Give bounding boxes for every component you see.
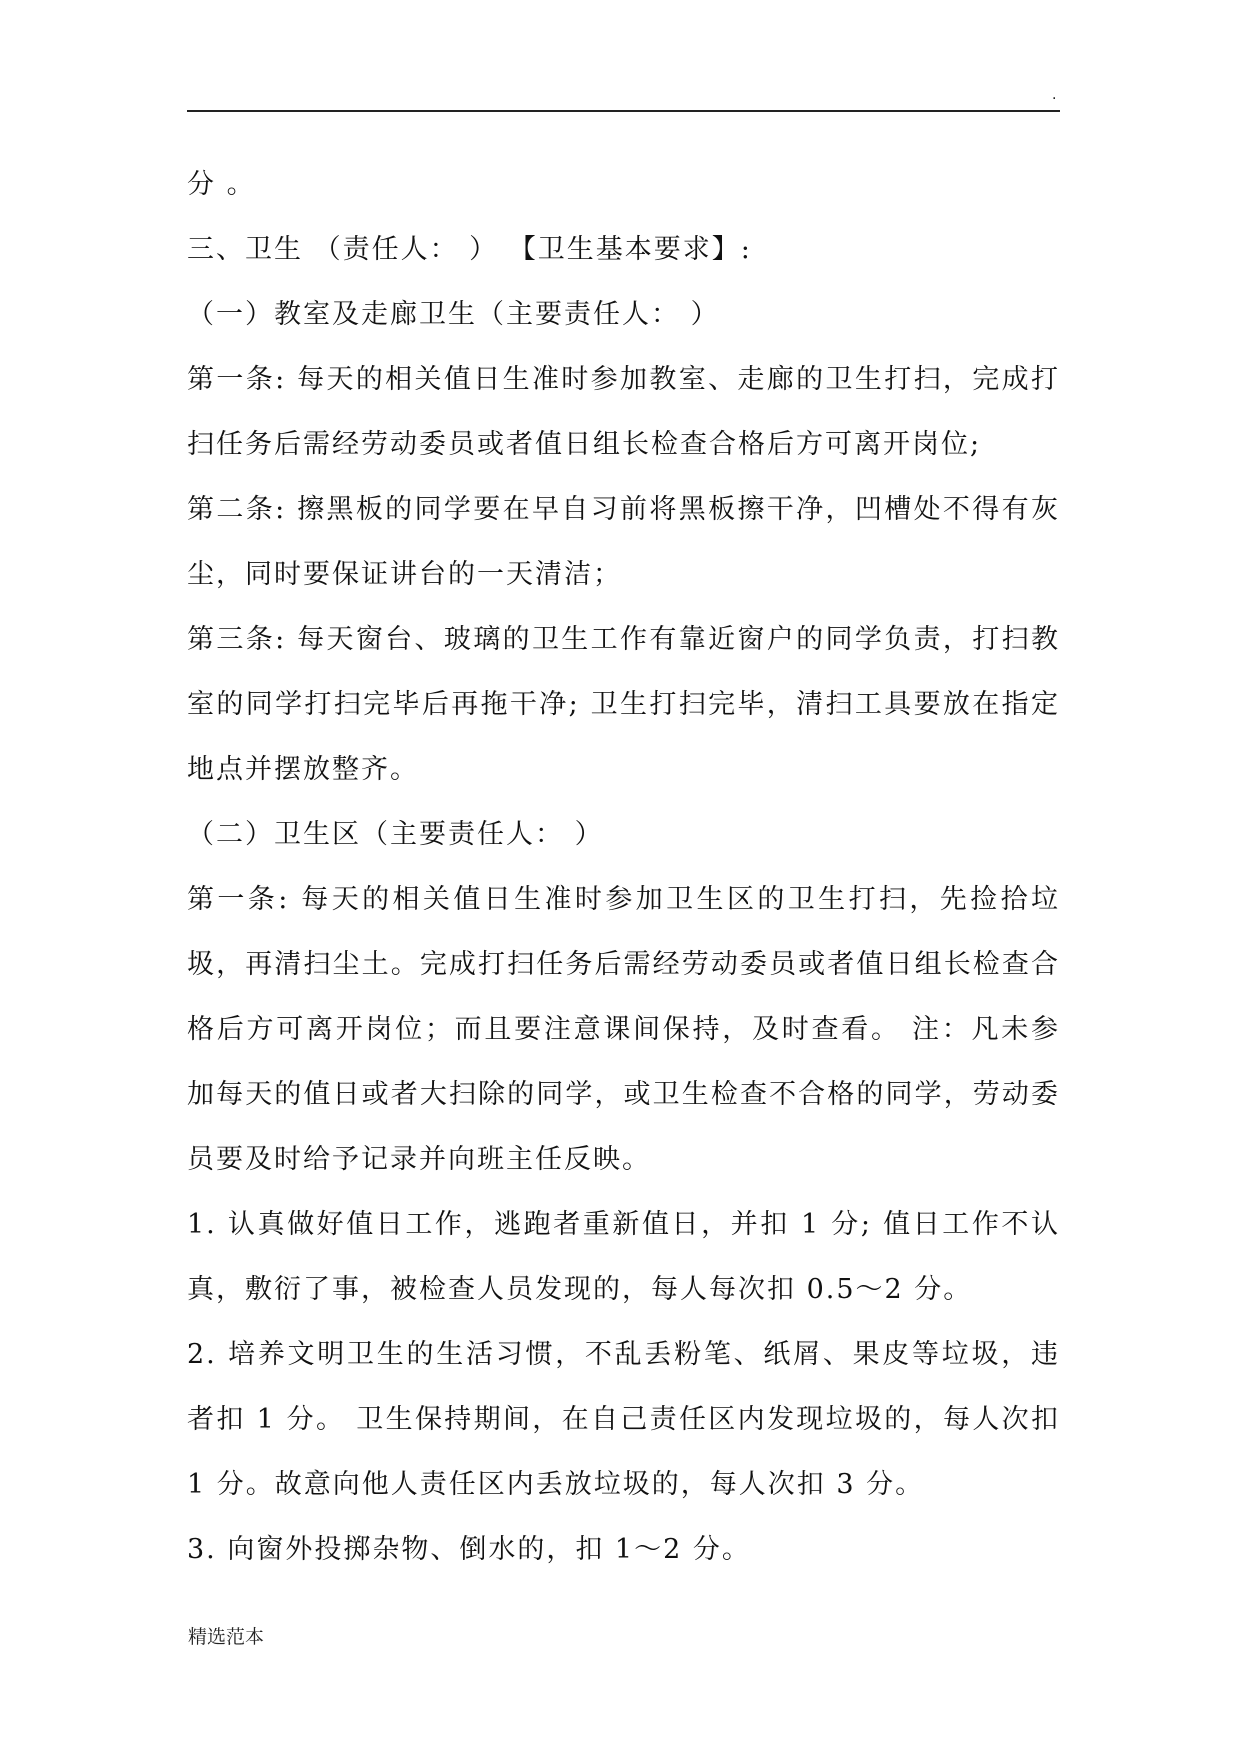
- document-body: [187, 152, 1060, 1582]
- header-rule: [187, 110, 1060, 112]
- header-mark: .: [1052, 87, 1057, 103]
- section-heading-hygiene: 三、卫生 （责任人： ） 【卫生基本要求】:: [187, 234, 752, 265]
- classroom-rule-3: 第三条: 每天窗台、玻璃的卫生工作有靠近窗户的同学负责，打扫教室的同学打扫完毕后再拖干净; 卫生打扫完毕，清扫工具要放在指定地点并摆放整齐。: [187, 624, 1060, 785]
- classroom-rule-2: 第二条: 擦黑板的同学要在早自习前将黑板擦干净，凹槽处不得有灰尘，同时要保证讲台的一天清洁；: [187, 494, 1060, 590]
- subsection-heading-classroom: （一）教室及走廊卫生（主要责任人： ）: [187, 299, 720, 330]
- area-rule-1: 第一条: 每天的相关值日生准时参加卫生区的卫生打扫，先捡拾垃圾，再清扫尘土。完成打扫任务后需经劳动委员或者值日组长检查合格后方可离开岗位；而且要注意课间保持，及时查看。 注：凡未参加每天的值日或者大扫除的同学，或卫生检查不合格的同学，劳动委员要及时给予记录并向班主任反映。: [187, 884, 1060, 1175]
- paragraph-continuation: 分 。: [187, 169, 256, 200]
- classroom-rule-1: 第一条: 每天的相关值日生准时参加教室、走廊的卫生打扫，完成打扫任务后需经劳动委员或者值日组长检查合格后方可离开岗位;: [187, 364, 1060, 460]
- penalty-item-1: 1. 认真做好值日工作，逃跑者重新值日，并扣 1 分; 值日工作不认真，敷衍了事，被检查人员发现的，每人每次扣 0.5～2 分。: [187, 1209, 1060, 1305]
- penalty-item-2: 2. 培养文明卫生的生活习惯，不乱丢粉笔、纸屑、果皮等垃圾，违者扣 1 分。 卫生保持期间，在自己责任区内发现垃圾的，每人次扣 1 分。故意向他人责任区内丢放垃圾的，每人次扣 3 分。: [187, 1339, 1060, 1500]
- subsection-heading-area: （二）卫生区（主要责任人： ）: [187, 819, 604, 850]
- footer-label: 精选范本: [188, 1626, 265, 1648]
- penalty-item-3: 3. 向窗外投掷杂物、倒水的，扣 1～2 分。: [187, 1534, 751, 1565]
